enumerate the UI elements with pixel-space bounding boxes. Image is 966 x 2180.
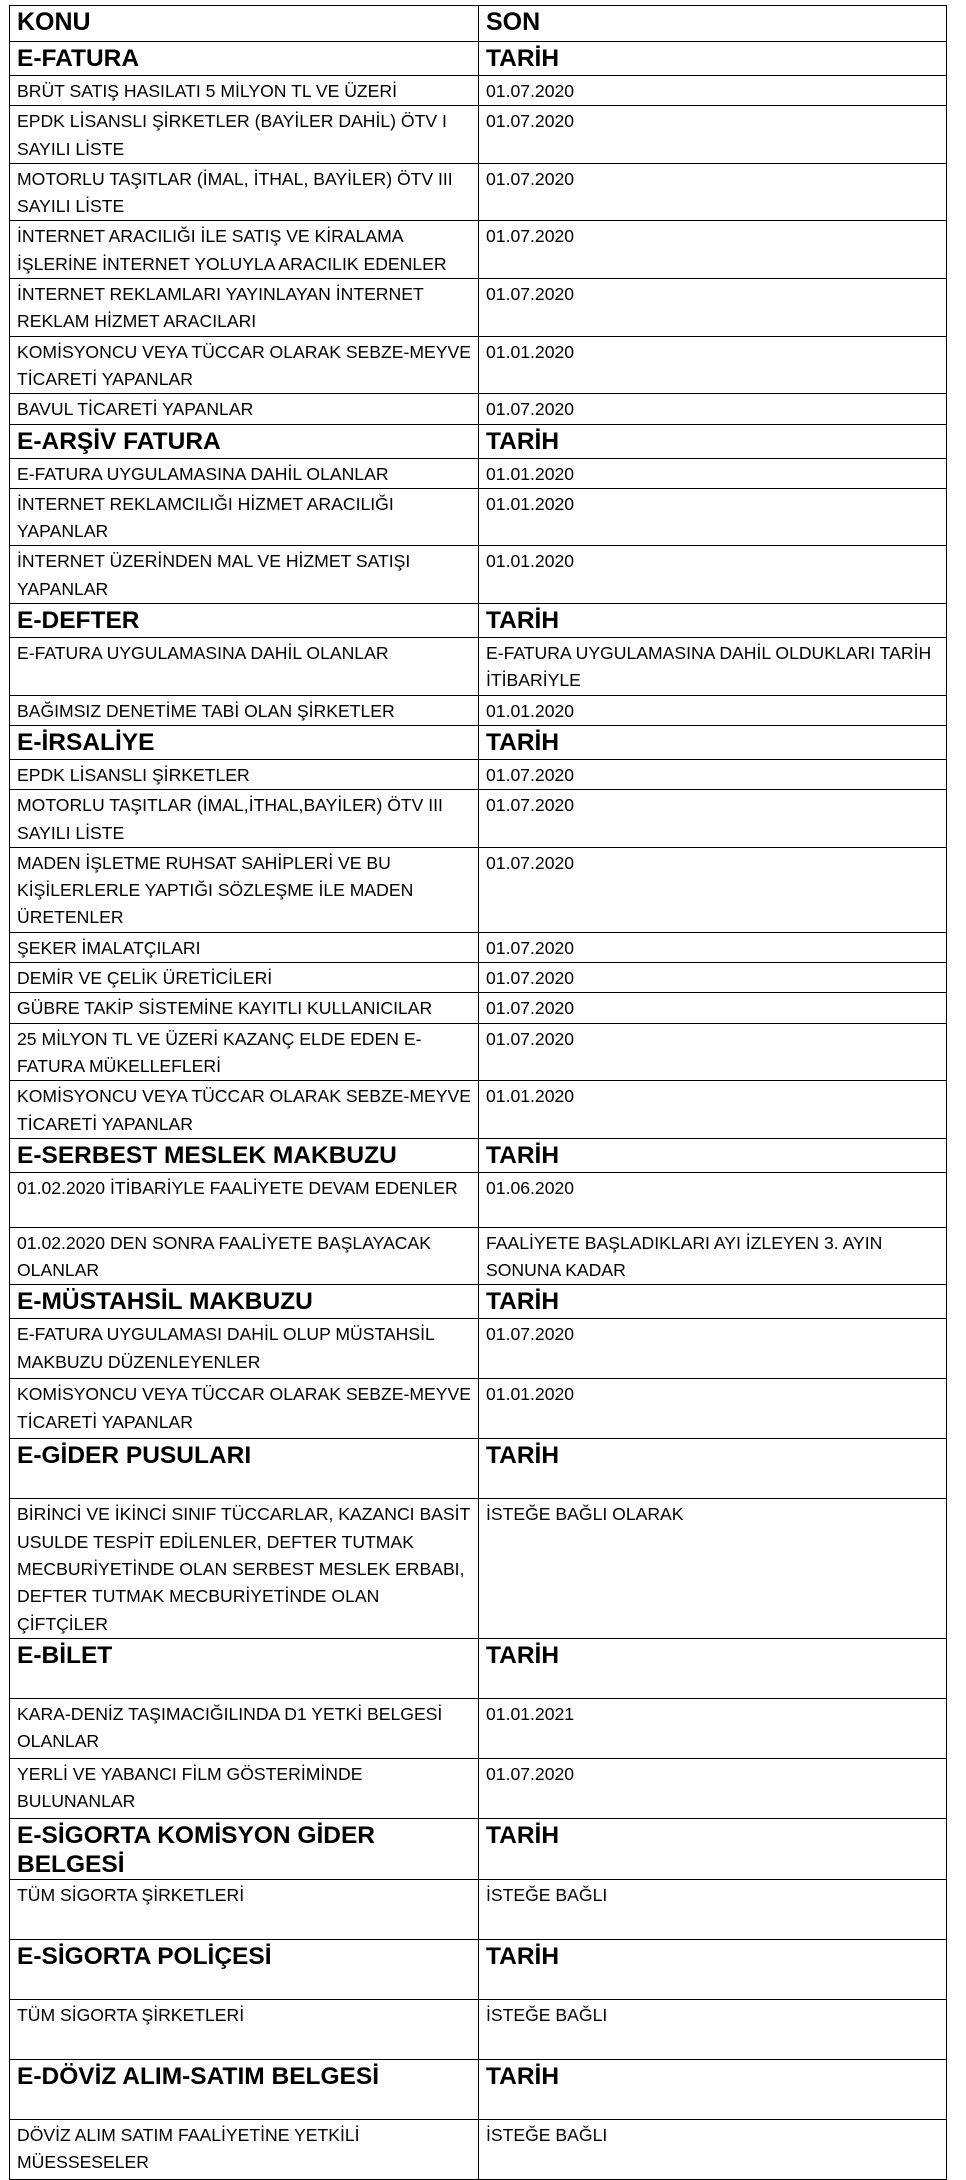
row-deadline: İSTEĞE BAĞLI [479,1999,947,2059]
row-deadline: 01.07.2020 [479,1319,947,1379]
row-topic: BAVUL TİCARETİ YAPANLAR [10,394,479,424]
row-deadline: 01.01.2020 [479,458,947,488]
table-row [10,932,947,962]
section-header-row [10,1439,947,1499]
table-row [10,1499,947,1638]
section-date-label: TARİH [479,1285,947,1319]
table-row [10,759,947,789]
section-date-label: TARİH [479,1939,947,1999]
section-title: E-FATURA [10,42,479,76]
table-row [10,546,947,604]
section-header-row [10,1939,947,1999]
table-row [10,458,947,488]
row-deadline: 01.01.2020 [479,336,947,394]
section-date-label: TARİH [479,1138,947,1172]
row-topic: MADEN İŞLETME RUHSAT SAHİPLERİ VE BU KİŞİLERLERLE YAPTIĞI SÖZLEŞME İLE MADEN ÜRETENLER [10,847,479,932]
table-row [10,488,947,546]
row-deadline: 01.01.2021 [479,1698,947,1758]
table-row [10,1698,947,1758]
row-topic: DEMİR VE ÇELİK ÜRETİCİLERİ [10,963,479,993]
row-deadline: 01.07.2020 [479,790,947,848]
section-date-label: TARİH [479,1818,947,1879]
section-header-row [10,604,947,638]
row-deadline: FAALİYETE BAŞLADIKLARI AYI İZLEYEN 3. AYIN SONUNA KADAR [479,1227,947,1285]
row-deadline: 01.01.2020 [479,695,947,725]
section-header-row [10,725,947,759]
row-topic: BAĞIMSIZ DENETİME TABİ OLAN ŞİRKETLER [10,695,479,725]
table-row [10,847,947,932]
header-topic: KONU [10,6,479,42]
section-title: E-SİGORTA POLİÇESİ [10,1939,479,1999]
row-deadline: 01.07.2020 [479,163,947,221]
row-topic: KARA-DENİZ TAŞIMACIĞILINDA D1 YETKİ BELGESİ OLANLAR [10,1698,479,1758]
section-date-label: TARİH [479,424,947,458]
row-topic: BİRİNCİ VE İKİNCİ SINIF TÜCCARLAR, KAZANCI BASİT USULDE TESPİT EDİLENLER, DEFTER TUTMAK MECBURİYETİNDE OLAN SERBEST MESLEK ERBABI, DEFTER TUTMAK MECBURİYETİNDE OLAN ÇİFTÇİLER [10,1499,479,1638]
table-row [10,394,947,424]
row-topic: DÖVİZ ALIM SATIM FAALİYETİNE YETKİLİ MÜESSESELER [10,2119,479,2179]
section-date-label: TARİH [479,2059,947,2119]
row-topic: E-FATURA UYGULAMASINA DAHİL OLANLAR [10,638,479,696]
section-date-label: TARİH [479,42,947,76]
row-deadline: İSTEĞE BAĞLI OLARAK [479,1499,947,1638]
section-date-label: TARİH [479,604,947,638]
section-header-row [10,1638,947,1698]
section-title: E-SERBEST MESLEK MAKBUZU [10,1138,479,1172]
table-row [10,336,947,394]
section-date-label: TARİH [479,1439,947,1499]
table-row [10,76,947,106]
row-topic: 01.02.2020 İTİBARİYLE FAALİYETE DEVAM EDENLER [10,1172,479,1227]
row-topic: TÜM SİGORTA ŞİRKETLERİ [10,1999,479,2059]
section-title: E-MÜSTAHSİL MAKBUZU [10,1285,479,1319]
section-header-row [10,42,947,76]
row-deadline: 01.07.2020 [479,963,947,993]
row-deadline: 01.07.2020 [479,76,947,106]
row-deadline: 01.07.2020 [479,1023,947,1081]
row-topic: İNTERNET REKLAMLARI YAYINLAYAN İNTERNET REKLAM HİZMET ARACILARI [10,279,479,337]
row-topic: MOTORLU TAŞITLAR (İMAL,İTHAL,BAYİLER) ÖTV III SAYILI LİSTE [10,790,479,848]
table-row [10,695,947,725]
row-topic: EPDK LİSANSLI ŞİRKETLER [10,759,479,789]
section-title: E-BİLET [10,1638,479,1698]
row-topic: GÜBRE TAKİP SİSTEMİNE KAYITLI KULLANICILAR [10,993,479,1023]
section-header-row [10,2059,947,2119]
table-row [10,1879,947,1939]
row-topic: BRÜT SATIŞ HASILATI 5 MİLYON TL VE ÜZERİ [10,76,479,106]
table-row [10,1081,947,1139]
table-row [10,221,947,279]
row-deadline: 01.07.2020 [479,993,947,1023]
row-deadline: 01.07.2020 [479,394,947,424]
section-title: E-SİGORTA KOMİSYON GİDER BELGESİ [10,1818,479,1879]
row-topic: 25 MİLYON TL VE ÜZERİ KAZANÇ ELDE EDEN E-FATURA MÜKELLEFLERİ [10,1023,479,1081]
row-deadline: 01.07.2020 [479,279,947,337]
section-title: E-ARŞİV FATURA [10,424,479,458]
section-title: E-İRSALİYE [10,725,479,759]
row-deadline: 01.01.2020 [479,546,947,604]
table-row [10,163,947,221]
section-header-row [10,1818,947,1879]
table-row [10,1379,947,1439]
row-deadline: İSTEĞE BAĞLI [479,1879,947,1939]
row-deadline: 01.07.2020 [479,932,947,962]
section-title: E-GİDER PUSULARI [10,1439,479,1499]
table-row [10,106,947,164]
section-date-label: TARİH [479,1638,947,1698]
table-row [10,1023,947,1081]
table-row [10,279,947,337]
row-topic: ŞEKER İMALATÇILARI [10,932,479,962]
table-row [10,1758,947,1818]
row-topic: TÜM SİGORTA ŞİRKETLERİ [10,1879,479,1939]
row-topic: KOMİSYONCU VEYA TÜCCAR OLARAK SEBZE-MEYVE TİCARETİ YAPANLAR [10,336,479,394]
table-row [10,790,947,848]
row-deadline: 01.07.2020 [479,759,947,789]
section-date-label: TARİH [479,725,947,759]
row-deadline: 01.01.2020 [479,488,947,546]
e-document-schedule-table [9,5,947,2180]
row-topic: E-FATURA UYGULAMASI DAHİL OLUP MÜSTAHSİL MAKBUZU DÜZENLEYENLER [10,1319,479,1379]
table-row [10,1319,947,1379]
section-header-row [10,424,947,458]
section-header-row [10,1285,947,1319]
row-deadline: 01.07.2020 [479,847,947,932]
table-row [10,2119,947,2179]
row-deadline: 01.07.2020 [479,221,947,279]
section-title: E-DEFTER [10,604,479,638]
row-topic: KOMİSYONCU VEYA TÜCCAR OLARAK SEBZE-MEYVE TİCARETİ YAPANLAR [10,1379,479,1439]
row-topic: YERLİ VE YABANCI FİLM GÖSTERİMİNDE BULUNANLAR [10,1758,479,1818]
row-topic: KOMİSYONCU VEYA TÜCCAR OLARAK SEBZE-MEYVE TİCARETİ YAPANLAR [10,1081,479,1139]
row-topic: MOTORLU TAŞITLAR (İMAL, İTHAL, BAYİLER) ÖTV III SAYILI LİSTE [10,163,479,221]
row-deadline: E-FATURA UYGULAMASINA DAHİL OLDUKLARI TARİH İTİBARİYLE [479,638,947,696]
row-topic: EPDK LİSANSLI ŞİRKETLER (BAYİLER DAHİL) ÖTV I SAYILI LİSTE [10,106,479,164]
row-topic: İNTERNET ÜZERİNDEN MAL VE HİZMET SATIŞI YAPANLAR [10,546,479,604]
row-topic: E-FATURA UYGULAMASINA DAHİL OLANLAR [10,458,479,488]
row-topic: İNTERNET REKLAMCILIĞI HİZMET ARACILIĞI YAPANLAR [10,488,479,546]
table-header-row [10,6,947,42]
row-deadline: 01.07.2020 [479,106,947,164]
section-header-row [10,1138,947,1172]
table-row [10,1999,947,2059]
row-topic: 01.02.2020 DEN SONRA FAALİYETE BAŞLAYACAK OLANLAR [10,1227,479,1285]
table-row [10,638,947,696]
table-row [10,1227,947,1285]
table-row [10,993,947,1023]
row-deadline: 01.07.2020 [479,1758,947,1818]
row-deadline: 01.01.2020 [479,1081,947,1139]
row-deadline: İSTEĞE BAĞLI [479,2119,947,2179]
header-deadline: SON [479,6,947,42]
table-row [10,963,947,993]
row-topic: İNTERNET ARACILIĞI İLE SATIŞ VE KİRALAMA İŞLERİNE İNTERNET YOLUYLA ARACILIK EDENLER [10,221,479,279]
section-title: E-DÖVİZ ALIM-SATIM BELGESİ [10,2059,479,2119]
row-deadline: 01.01.2020 [479,1379,947,1439]
table-row [10,1172,947,1227]
row-deadline: 01.06.2020 [479,1172,947,1227]
